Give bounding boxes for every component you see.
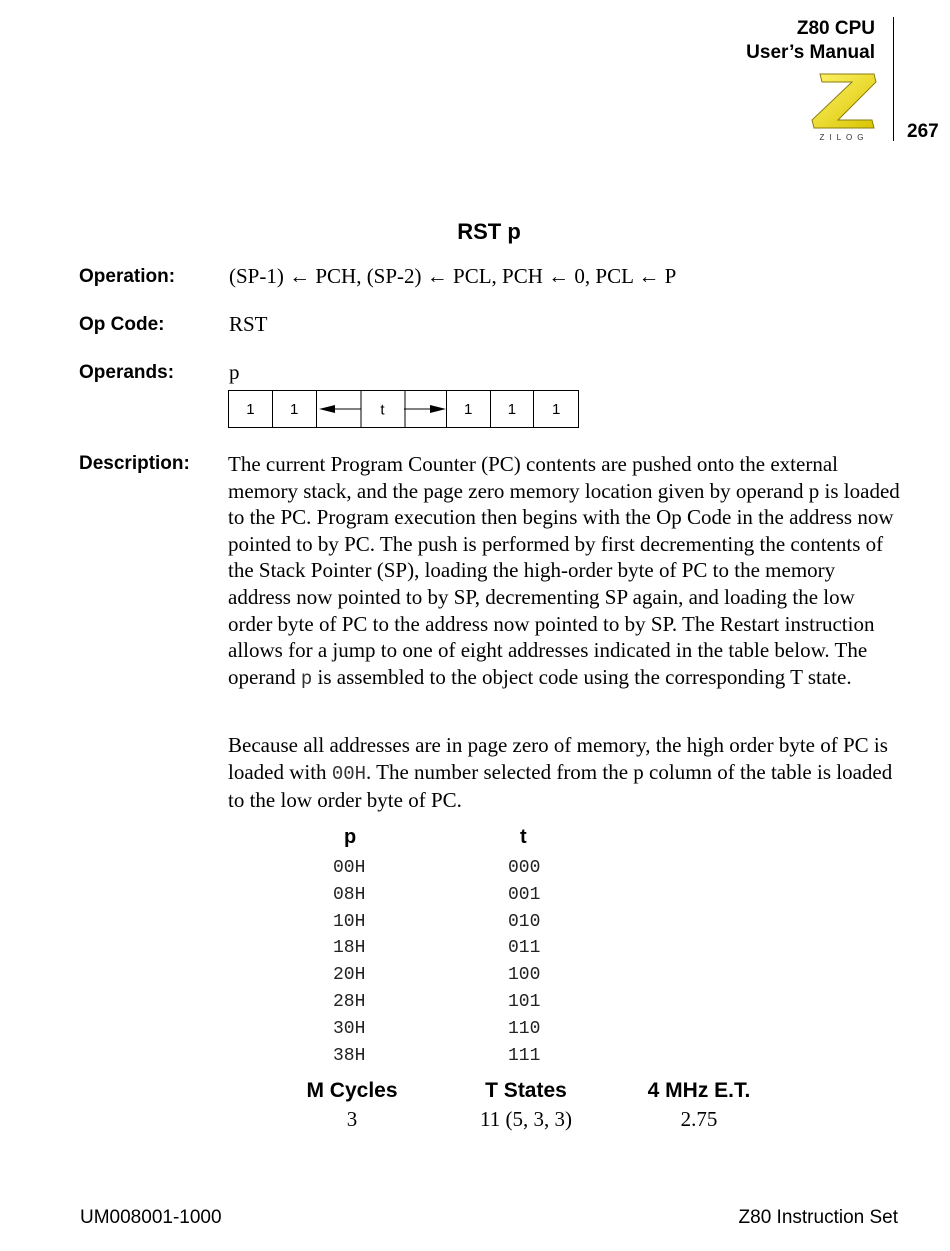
opcode-value: RST — [229, 312, 268, 336]
opcode-bit: 1 — [551, 400, 561, 418]
page-number: 267 — [907, 121, 939, 142]
opcode-bit: 1 — [491, 391, 535, 427]
table-cell: 10H — [333, 911, 366, 932]
et-header: 4 MHz E.T. — [647, 1079, 751, 1102]
description-text: The current Program Counter (PC) contents are pushed onto the external memory stack, and the page zero memory location given by operand p is loaded to the PC. Program execution then begins with the Op Code in the address now pointed to by PC. The push is performed by first decrementing the contents of the Stack Pointer (SP), loading the high-order byte of PC to the memory address now pointed to by SP, decrementing SP again, and loading the low order byte of PC to the address now pointed to by SP. The Restart instruction allows for a jump to one of eight addresses indicated in the table below. The operand — [228, 452, 900, 689]
table-cell: 18H — [333, 938, 366, 959]
pt-table-p-column — [333, 855, 365, 1069]
pt-table-t-column — [508, 855, 540, 1069]
double-arrow-icon — [317, 391, 448, 427]
operation-label: Operation: — [79, 266, 176, 287]
opcode-bit: 1 — [229, 391, 273, 427]
m-cycles-value: 3 — [346, 1107, 358, 1131]
m-cycles-header: M Cycles — [306, 1079, 398, 1102]
opcode-bit: 1 — [447, 391, 491, 427]
opcode-t-field — [317, 391, 447, 427]
t-states-value: 11 (5, 3, 3) — [480, 1107, 572, 1131]
manual-title-line1: Z80 CPU — [796, 18, 875, 39]
et-value: 2.75 — [680, 1107, 718, 1131]
table-cell: 20H — [333, 965, 366, 986]
operands-value: p — [229, 360, 240, 384]
table-cell: 010 — [508, 911, 541, 932]
table-cell: 011 — [508, 938, 541, 959]
description-code: 00H — [331, 762, 367, 785]
description-paragraph-2 — [228, 732, 900, 814]
table-cell: 101 — [508, 991, 541, 1012]
opcode-label: Op Code: — [79, 314, 165, 335]
table-cell: 100 — [508, 965, 541, 986]
operation-value: (SP-1) ← PCH, (SP-2) ← PCL, PCH ← 0, PCL ← P — [229, 264, 677, 288]
table-cell: 08H — [333, 884, 366, 905]
instruction-heading: RST p — [457, 219, 521, 244]
pt-table-header-t: t — [520, 826, 527, 848]
description-code: p — [300, 667, 313, 690]
table-cell: 001 — [508, 884, 541, 905]
logo-text: ZILOG — [819, 133, 869, 142]
table-cell: 110 — [508, 1018, 541, 1039]
table-cell: 30H — [333, 1018, 366, 1039]
pt-table-header-p: p — [344, 826, 357, 848]
table-cell: 000 — [508, 858, 541, 878]
description-text: Because all addresses are in page zero of memory, the high order byte of PC is loaded with — [228, 733, 888, 784]
zilog-logo-icon — [808, 72, 880, 142]
opcode-t-label: t — [379, 401, 385, 419]
table-cell: 38H — [333, 1045, 366, 1066]
opcode-bit-field — [228, 390, 579, 428]
opcode-bit: 1 — [273, 391, 317, 427]
footer-doc-number: UM008001-1000 — [80, 1207, 222, 1228]
description-paragraph-1 — [228, 451, 900, 692]
manual-title-line2: User’s Manual — [746, 42, 875, 63]
description-label: Description: — [79, 453, 190, 474]
footer-section-title: Z80 Instruction Set — [738, 1207, 898, 1228]
description-text: is assembled to the object code using the corresponding T state. — [312, 664, 852, 689]
table-cell: 00H — [333, 858, 366, 878]
table-cell: 111 — [508, 1045, 541, 1066]
header-rule — [893, 17, 894, 141]
description-text: . The number selected from the p column of the table is loaded to the low order byte of PC. — [228, 759, 893, 813]
t-states-header: T States — [485, 1079, 567, 1102]
operands-label: Operands: — [79, 362, 175, 383]
table-cell: 28H — [333, 991, 366, 1012]
